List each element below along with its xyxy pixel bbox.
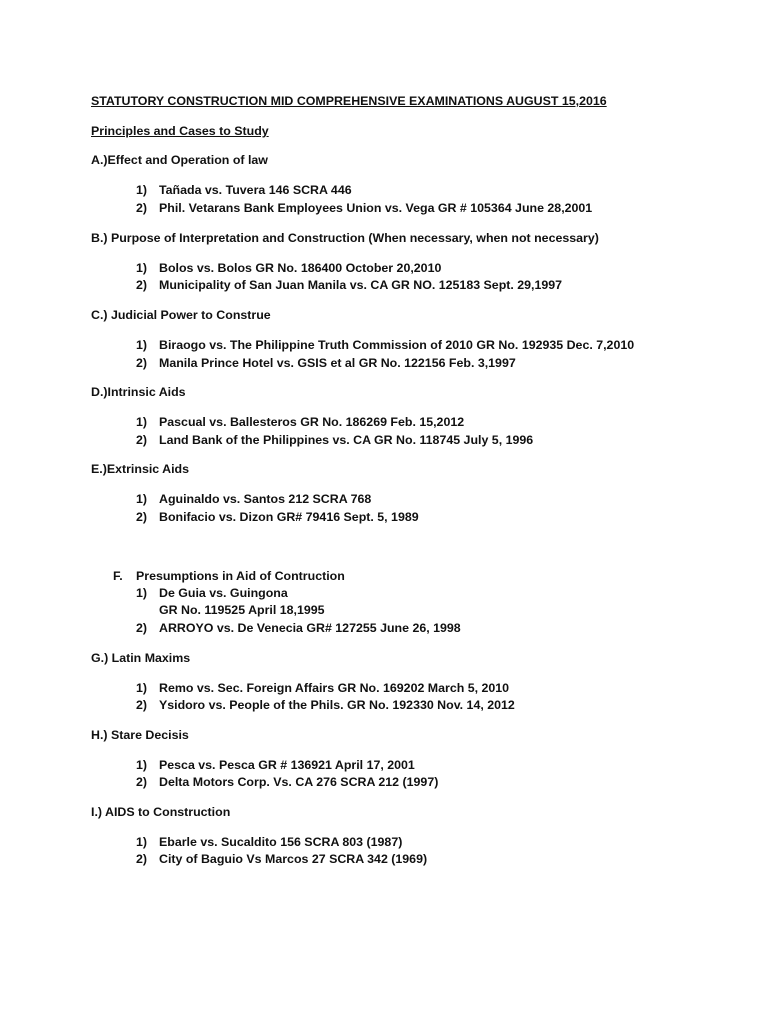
item-number: 2) [136,356,148,370]
document-subtitle: Principles and Cases to Study [91,124,269,138]
item-number: 2) [136,278,148,292]
section-heading-h: H.) Stare Decisis [91,728,189,742]
item-number: 2) [136,698,148,712]
item-number: 1) [136,415,148,429]
item-number: 2) [136,775,148,789]
case-item: Manila Prince Hotel vs. GSIS et al GR No. 122156 Feb. 3,1997 [159,356,516,370]
section-heading-g: G.) Latin Maxims [91,651,191,665]
case-item: Biraogo vs. The Philippine Truth Commission of 2010 GR No. 192935 Dec. 7,2010 [159,338,635,352]
item-number: 1) [136,492,148,506]
case-item: Municipality of San Juan Manila vs. CA GR NO. 125183 Sept. 29,1997 [159,278,563,292]
item-number: 1) [136,681,148,695]
section-heading-a: A.)Effect and Operation of law [91,153,268,167]
item-number: 2) [136,201,148,215]
case-item: Ysidoro vs. People of the Phils. GR No. 192330 Nov. 14, 2012 [159,698,515,712]
case-item-continuation: GR No. 119525 April 18,1995 [159,603,325,617]
case-item: De Guia vs. Guingona [159,586,288,600]
case-item: Bolos vs. Bolos GR No. 186400 October 20,2010 [159,261,442,275]
section-heading-c: C.) Judicial Power to Construe [91,308,271,322]
section-heading-e: E.)Extrinsic Aids [91,462,190,476]
case-item: Ebarle vs. Sucaldito 156 SCRA 803 (1987) [159,835,403,849]
section-letter-f: F. [113,569,123,583]
item-number: 1) [136,758,148,772]
case-item: Delta Motors Corp. Vs. CA 276 SCRA 212 (1997) [159,775,439,789]
item-number: 1) [136,338,148,352]
item-number: 2) [136,621,148,635]
case-item: ARROYO vs. De Venecia GR# 127255 June 26, 1998 [159,621,461,635]
item-number: 1) [136,835,148,849]
case-item: Remo vs. Sec. Foreign Affairs GR No. 169202 March 5, 2010 [159,681,510,695]
case-item: City of Baguio Vs Marcos 27 SCRA 342 (1969) [159,852,428,866]
case-item: Land Bank of the Philippines vs. CA GR No. 118745 July 5, 1996 [159,433,534,447]
document-title: STATUTORY CONSTRUCTION MID COMPREHENSIVE EXAMINATIONS AUGUST 15,2016 [91,94,607,108]
section-heading-f: Presumptions in Aid of Contruction [136,569,345,583]
item-number: 1) [136,261,148,275]
item-number: 2) [136,852,148,866]
case-item: Tañada vs. Tuvera 146 SCRA 446 [159,183,352,197]
case-item: Aguinaldo vs. Santos 212 SCRA 768 [159,492,372,506]
case-item: Pesca vs. Pesca GR # 136921 April 17, 2001 [159,758,415,772]
item-number: 2) [136,510,148,524]
section-heading-b: B.) Purpose of Interpretation and Construction (When necessary, when not necessary) [91,231,599,245]
section-heading-i: I.) AIDS to Construction [91,805,231,819]
item-number: 1) [136,183,148,197]
case-item: Bonifacio vs. Dizon GR# 79416 Sept. 5, 1989 [159,510,419,524]
case-item: Phil. Vetarans Bank Employees Union vs. Vega GR # 105364 June 28,2001 [159,201,593,215]
section-heading-d: D.)Intrinsic Aids [91,385,186,399]
item-number: 1) [136,586,148,600]
case-item: Pascual vs. Ballesteros GR No. 186269 Feb. 15,2012 [159,415,465,429]
item-number: 2) [136,433,148,447]
